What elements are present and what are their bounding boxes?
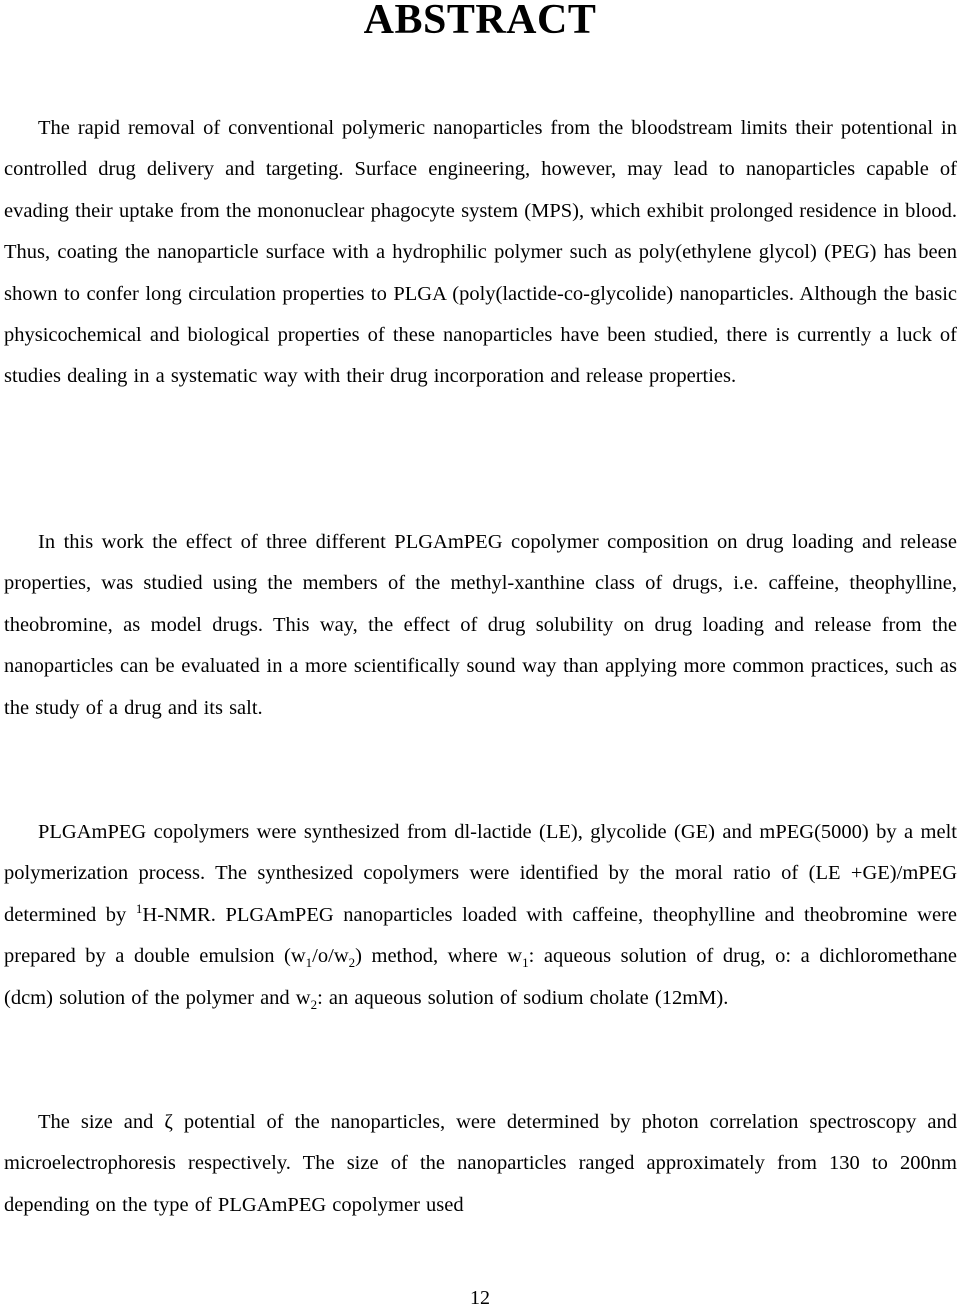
paragraph-3-text-c: /o/w [312, 945, 349, 968]
paragraph-3-text-b: H-NMR. PLGAmPEG nanoparticles loaded with caffeine, theophylline and theobromine were prepared by a double emulsion (w [4, 903, 957, 968]
superscript-1: 1 [135, 900, 143, 916]
paragraph-3-text-e: : aqueous solution of drug, o: a dichloromethane (dcm) solution of the polymer and w [4, 945, 958, 1009]
subscript-w2-second: 2 [310, 996, 318, 1012]
subscript-w1: 1 [305, 955, 313, 971]
page-number: 12 [470, 1287, 490, 1309]
abstract-paragraph-2: In this work the effect of three different PLGAmPEG copolymer composition on drug loading and release properties, was studied using the members of the methyl-xanthine class of drugs, i.e. caffeine, theophylline, theobromine, as model drugs. This way, the effect of drug solubility on drug loading and release from the nanoparticles can be evaluated in a more scientifically sound way than applying more common practices, such as the study of a drug and its salt. [4, 531, 957, 719]
paragraph-3-text-f: : an aqueous solution of sodium cholate (12mM). [317, 986, 729, 1009]
paragraph-3-text-a: PLGAmPEG copolymers were synthesized from dl-lactide (LE), glycolide (GE) and mPEG(5000) by a melt polymerization process. The synthesized copolymers were identified by the moral ratio of (LE +GE)/mPEG determined by [4, 821, 957, 926]
abstract-paragraph-3 [4, 812, 957, 1019]
page-title: ABSTRACT [363, 0, 597, 43]
subscript-w1-second: 1 [522, 955, 529, 971]
subscript-w2: 2 [348, 955, 356, 971]
abstract-paragraph-1: The rapid removal of conventional polymeric nanoparticles from the bloodstream limits their potentional in controlled drug delivery and targeting. Surface engineering, however, may lead to nanoparticles capable of evading their uptake from the mononuclear phagocyte system (MPS), which exhibit prolonged residence in blood. Thus, coating the nanoparticle surface with a hydrophilic polymer such as poly(ethylene glycol) (PEG) has been shown to confer long circulation properties to PLGA (poly(lactide-co-glycolide) nanoparticles. Although the basic physicochemical and biological properties of these nanoparticles have been studied, there is currently a luck of studies dealing in a systematic way with their drug incorporation and release properties. [4, 117, 957, 388]
paragraph-3-text-d: ) method, where w [355, 945, 523, 968]
abstract-paragraph-4: The size and ζ potential of the nanoparticles, were determined by photon correlation spectroscopy and microelectrophoresis respectively. The size of the nanoparticles ranged approximately from 130 to 200nm depending on the type of PLGAmPEG copolymer used [4, 1111, 957, 1216]
